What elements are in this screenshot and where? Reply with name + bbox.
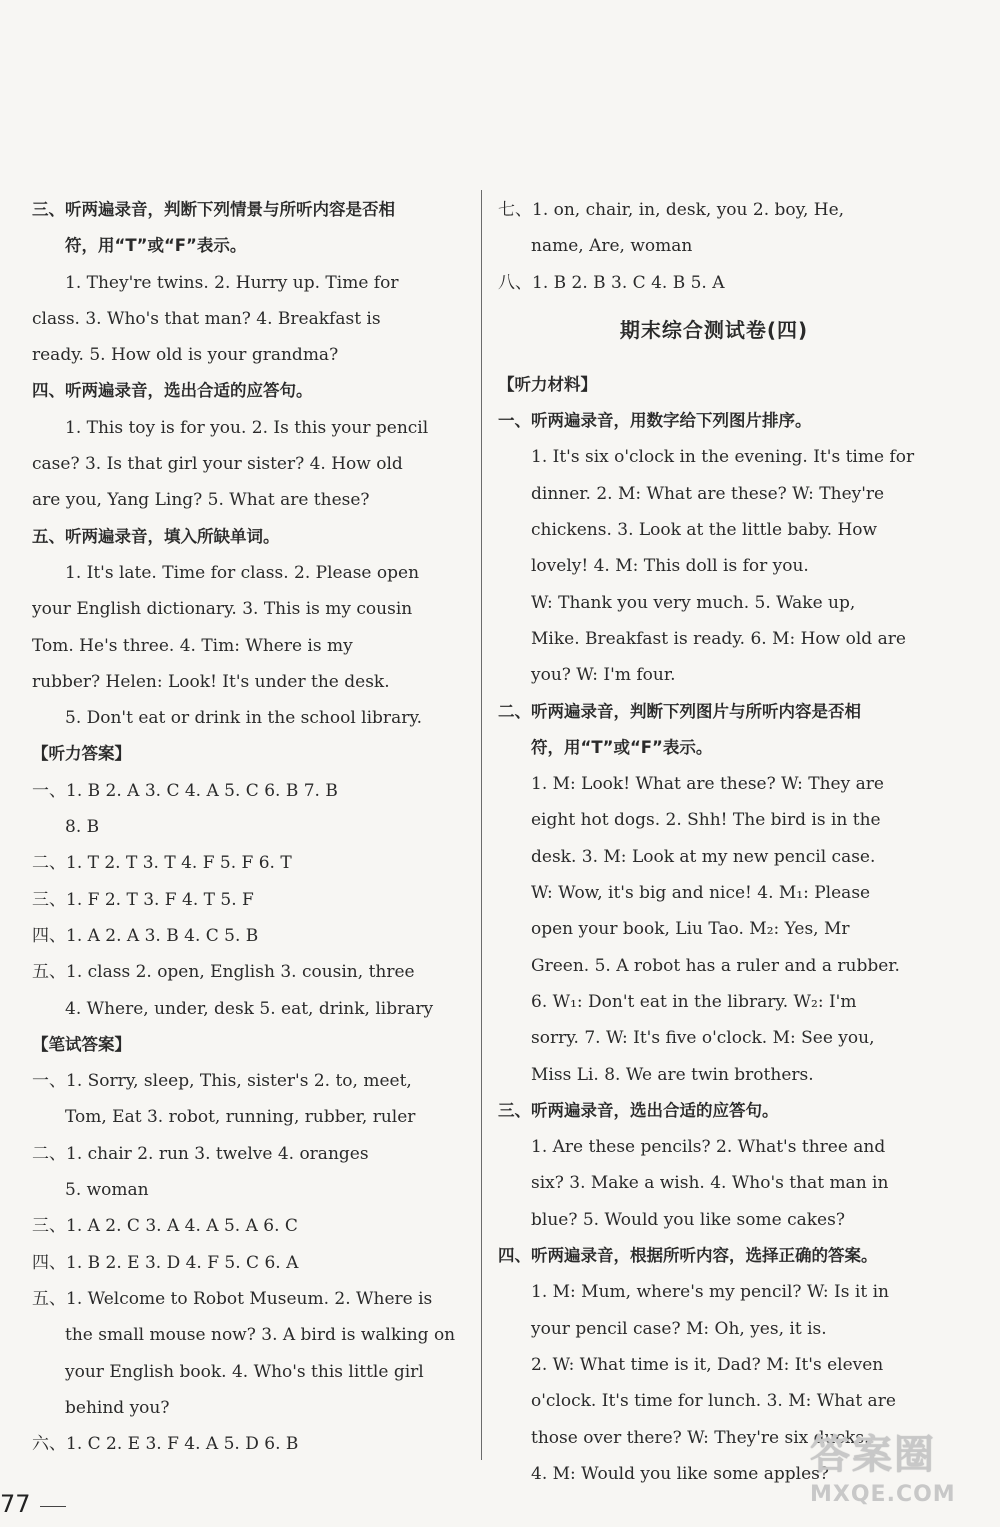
text-line: behind you?	[65, 1397, 170, 1418]
text-line: 4. Where, under, desk 5. eat, drink, library	[65, 998, 434, 1019]
text-line: 五、1. Welcome to Robot Museum. 2. Where is	[32, 1288, 433, 1309]
text-line: 4. M: Would you like some apples?	[531, 1463, 829, 1484]
right-top-answers	[498, 192, 930, 301]
section-heading: 符，用“T”或“F”表示。	[65, 236, 247, 256]
watermark-text: 答案圈	[810, 1432, 936, 1478]
page-number-rule	[40, 1506, 66, 1507]
text-line: W: Wow, it's big and nice! 4. M₁: Please	[531, 883, 871, 904]
text-line: dinner. 2. M: What are these? W: They're	[531, 483, 885, 504]
text-line: you? W: I'm four.	[531, 665, 676, 686]
section-heading: 【听力答案】	[32, 744, 131, 764]
watermark-logo	[810, 1430, 990, 1525]
text-line: 2. W: What time is it, Dad? M: It's eleven	[531, 1354, 884, 1375]
text-line: 七、1. on, chair, in, desk, you 2. boy, He,	[498, 200, 845, 220]
section-heading: 四、听两遍录音，选出合适的应答句。	[32, 381, 313, 401]
text-line: your pencil case? M: Oh, yes, it is.	[531, 1318, 827, 1339]
section-heading: 【笔试答案】	[32, 1034, 131, 1054]
text-line: 1. Are these pencils? 2. What's three and	[531, 1137, 886, 1158]
section-heading: 符，用“T”或“F”表示。	[531, 737, 713, 757]
text-line: sorry. 7. W: It's five o'clock. M: See you,	[531, 1028, 875, 1049]
text-line: 1. M: Look! What are these? W: They are	[531, 774, 884, 795]
text-line: Miss Li. 8. We are twin brothers.	[531, 1064, 814, 1085]
text-line: o'clock. It's time for lunch. 3. M: What are	[531, 1391, 896, 1412]
section-heading: 【听力材料】	[498, 374, 597, 394]
text-line: blue? 5. Would you like some cakes?	[531, 1209, 845, 1230]
text-line: desk. 3. M: Look at my new pencil case.	[531, 846, 876, 867]
text-line: Tom. He's three. 4. Tim: Where is my	[32, 635, 353, 656]
text-line: Green. 5. A robot has a ruler and a rubber.	[531, 955, 900, 976]
text-line: eight hot dogs. 2. Shh! The bird is in the	[531, 810, 881, 831]
text-line: 四、1. A 2. A 3. B 4. C 5. B	[32, 925, 259, 946]
text-line: open your book, Liu Tao. M₂: Yes, Mr	[531, 919, 850, 940]
text-line: 5. Don't eat or drink in the school library.	[65, 708, 423, 729]
text-line: the small mouse now? 3. A bird is walking on	[65, 1325, 456, 1346]
text-line: 六、1. C 2. E 3. F 4. A 5. D 6. B	[32, 1434, 299, 1455]
text-line: your English dictionary. 3. This is my cousin	[32, 599, 413, 620]
text-line: are you, Yang Ling? 5. What are these?	[32, 490, 370, 511]
text-line: 二、1. T 2. T 3. T 4. F 5. F 6. T	[32, 853, 292, 874]
section-title: 期末综合测试卷(四)	[619, 317, 809, 342]
text-line: 1. It's six o'clock in the evening. It's time for	[531, 447, 915, 468]
text-line: 5. woman	[65, 1180, 149, 1201]
text-line: 一、1. B 2. A 3. C 4. A 5. C 6. B 7. B	[32, 780, 338, 801]
listening-material	[498, 367, 930, 1492]
text-line: 二、1. chair 2. run 3. twelve 4. oranges	[32, 1143, 369, 1164]
text-line: 1. They're twins. 2. Hurry up. Time for	[65, 272, 399, 293]
text-line: 1. This toy is for you. 2. Is this your pencil	[65, 417, 429, 438]
text-line: 三、1. A 2. C 3. A 4. A 5. A 6. C	[32, 1216, 298, 1237]
section-heading: 四、听两遍录音，根据所听内容，选择正确的答案。	[498, 1246, 878, 1266]
text-line: chickens. 3. Look at the little baby. How	[531, 520, 878, 541]
text-line: those over there? W: They're six ducks.	[531, 1427, 870, 1448]
text-line: Mike. Breakfast is ready. 6. M: How old are	[531, 628, 906, 649]
text-line: 6. W₁: Don't eat in the library. W₂: I'm	[531, 991, 857, 1012]
text-line: 三、1. F 2. T 3. F 4. T 5. F	[32, 889, 254, 910]
text-line: 8. B	[65, 817, 100, 838]
section-heading: 三、听两遍录音，选出合适的应答句。	[498, 1100, 779, 1120]
text-line: name, Are, woman	[531, 236, 693, 257]
text-line: lovely! 4. M: This doll is for you.	[531, 556, 809, 577]
text-line: ready. 5. How old is your grandma?	[32, 345, 339, 366]
text-line: 五、1. class 2. open, English 3. cousin, three	[32, 962, 415, 983]
section-heading: 二、听两遍录音，判断下列图片与所听内容是否相	[498, 701, 861, 721]
watermark-url: MXQE.COM	[810, 1482, 956, 1507]
text-line: six? 3. Make a wish. 4. Who's that man in	[531, 1173, 889, 1194]
text-line: 八、1. B 2. B 3. C 4. B 5. A	[498, 272, 725, 293]
text-line: 一、1. Sorry, sleep, This, sister's 2. to, meet,	[32, 1071, 412, 1092]
section-heading: 一、听两遍录音，用数字给下列图片排序。	[498, 411, 812, 431]
text-line: 四、1. B 2. E 3. D 4. F 5. C 6. A	[32, 1252, 299, 1273]
section-heading: 五、听两遍录音，填入所缺单词。	[32, 526, 280, 546]
text-line: class. 3. Who's that man? 4. Breakfast is	[32, 308, 381, 329]
column-divider	[481, 190, 482, 1460]
page-number: 77	[0, 1490, 31, 1518]
right-column	[498, 192, 930, 1492]
left-column	[32, 192, 462, 1462]
text-line: W: Thank you very much. 5. Wake up,	[531, 592, 856, 613]
text-line: Tom, Eat 3. robot, running, rubber, ruler	[65, 1107, 416, 1128]
text-line: 1. It's late. Time for class. 2. Please open	[65, 562, 420, 583]
text-line: your English book. 4. Who's this little girl	[65, 1361, 424, 1382]
text-line: rubber? Helen: Look! It's under the desk.	[32, 671, 390, 692]
text-line: case? 3. Is that girl your sister? 4. How old	[32, 454, 403, 475]
text-line: 1. M: Mum, where's my pencil? W: Is it in	[531, 1282, 889, 1303]
section-heading: 三、听两遍录音，判断下列情景与所听内容是否相	[32, 200, 395, 219]
